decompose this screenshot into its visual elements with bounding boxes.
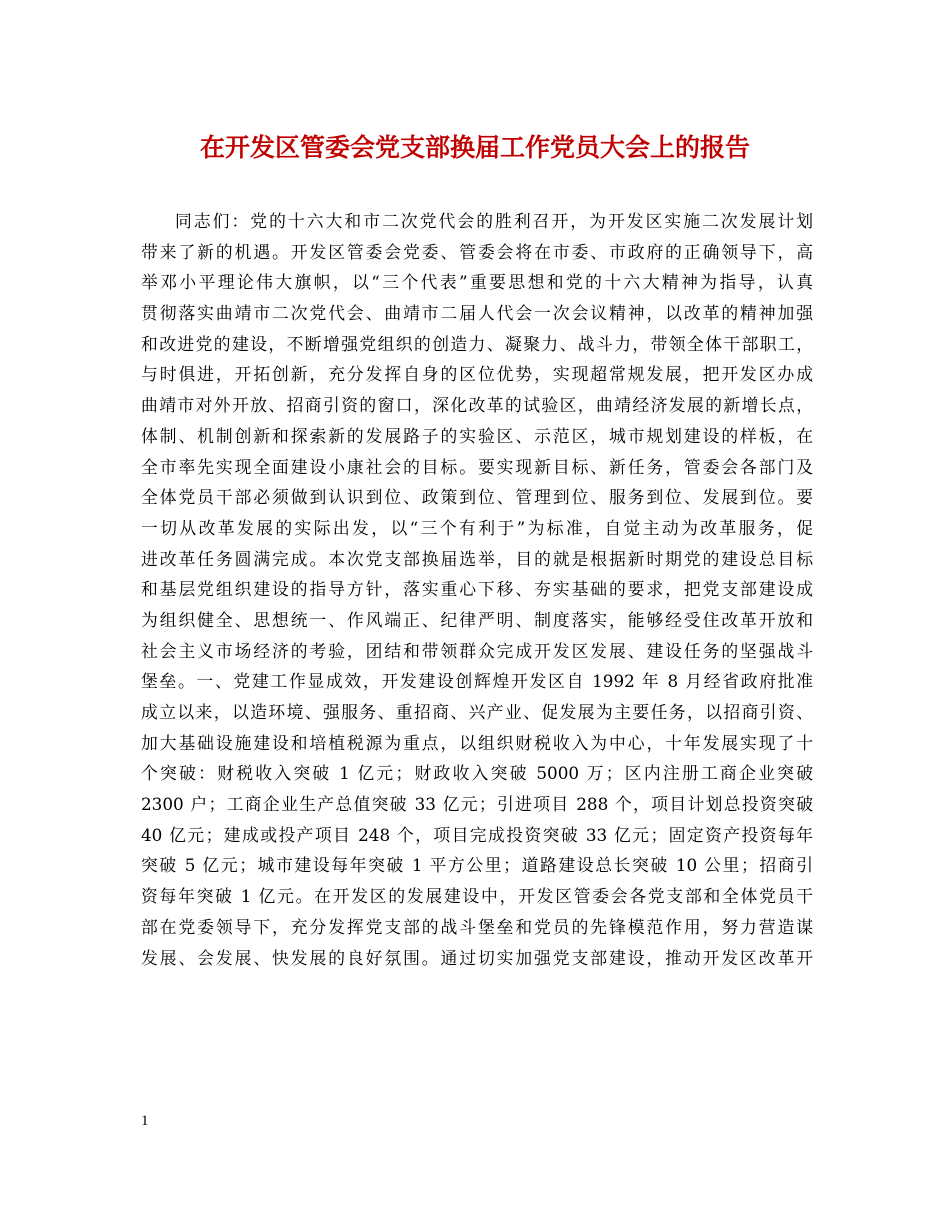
body-line: 全体党员干部必须做到认识到位、政策到位、管理到位、服务到位、发展到位。要 [141, 487, 813, 508]
body-line: 和基层党组织建设的指导方针，落实重心下移、夯实基础的要求，把党支部建设成 [141, 579, 813, 600]
body-line: 体制、机制创新和探索新的发展路子的实验区、示范区，城市规划建设的样板，在 [141, 425, 813, 446]
document-body [141, 206, 813, 973]
body-line: 加大基础设施建设和培植税源为重点，以组织财税收入为中心，十年发展实现了十 [141, 732, 813, 753]
body-line: 发展、会发展、快发展的良好氛围。通过切实加强党支部建设，推动开发区改革开 [141, 947, 813, 968]
body-line: 突破 5 亿元；城市建设每年突破 1 平方公里；道路建设总长突破 10 公里；招商引 [141, 855, 813, 876]
body-line: 同志们：党的十六大和市二次党代会的胜利召开，为开发区实施二次发展计划 [175, 211, 813, 231]
body-line: 带来了新的机遇。开发区管委会党委、管委会将在市委、市政府的正确领导下，高 [141, 241, 813, 262]
body-line: 与时俱进，开拓创新，充分发挥自身的区位优势，实现超常规发展，把开发区办成 [141, 364, 813, 385]
body-line: 全市率先实现全面建设小康社会的目标。要实现新目标、新任务，管委会各部门及 [141, 456, 813, 477]
body-line: 举邓小平理论伟大旗帜，以“三个代表”重要思想和党的十六大精神为指导，认真 [141, 272, 813, 293]
page-number: 1 [141, 1113, 149, 1129]
body-line: 2300 户；工商企业生产总值突破 33 亿元；引进项目 288 个，项目计划总投资突破 [141, 794, 813, 815]
body-line: 一切从改革发展的实际出发，以“三个有利于”为标准，自觉主动为改革服务，促 [141, 517, 813, 538]
body-line: 进改革任务圆满完成。本次党支部换届选举，目的就是根据新时期党的建设总目标 [141, 548, 813, 569]
document-title: 在开发区管委会党支部换届工作党员大会上的报告 [199, 133, 750, 162]
body-line: 曲靖市对外开放、招商引资的窗口，深化改革的试验区，曲靖经济发展的新增长点， [141, 395, 813, 416]
body-line: 和改进党的建设，不断增强党组织的创造力、凝聚力、战斗力，带领全体干部职工， [141, 333, 813, 354]
body-line: 40 亿元；建成或投产项目 248 个，项目完成投资突破 33 亿元；固定资产投资每年 [141, 824, 813, 845]
body-line: 贯彻落实曲靖市二次党代会、曲靖市二届人代会一次会议精神，以改革的精神加强 [141, 303, 813, 324]
body-line: 个突破：财税收入突破 1 亿元；财政收入突破 5000 万；区内注册工商企业突破 [141, 763, 813, 784]
body-line: 资每年突破 1 亿元。在开发区的发展建设中，开发区管委会各党支部和全体党员干 [141, 886, 813, 907]
body-line: 成立以来，以造环境、强服务、重招商、兴产业、促发展为主要任务，以招商引资、 [141, 702, 813, 722]
body-line: 社会主义市场经济的考验，团结和带领群众完成开发区发展、建设任务的坚强战斗 [141, 640, 813, 661]
body-line: 为组织健全、思想统一、作风端正、纪律严明、制度落实，能够经受住改革开放和 [141, 609, 813, 630]
body-line: 部在党委领导下，充分发挥党支部的战斗堡垒和党员的先锋模范作用，努力营造谋 [141, 916, 813, 937]
body-line: 堡垒。一、党建工作显成效，开发建设创辉煌开发区自 1992 年 8 月经省政府批准 [141, 671, 813, 692]
